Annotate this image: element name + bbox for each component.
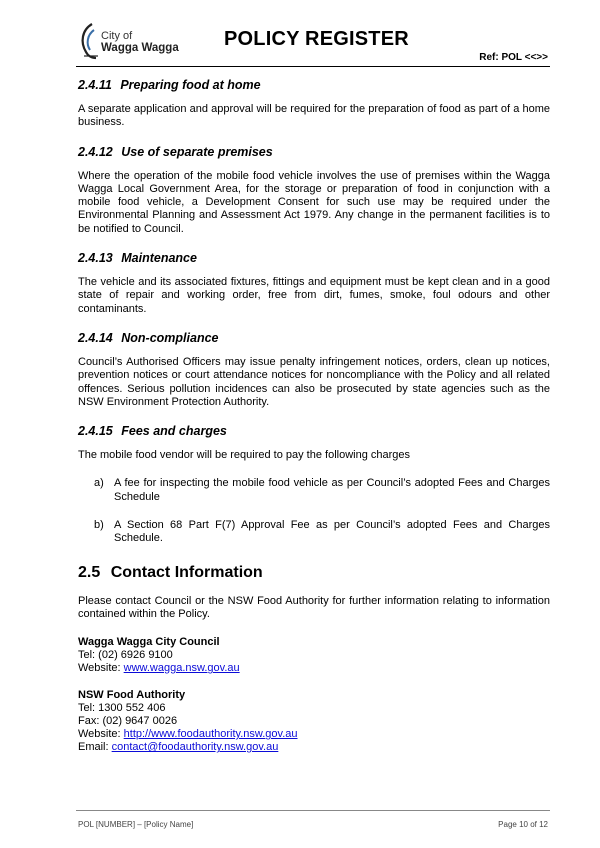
section-number: 2.4.13 [78, 251, 113, 266]
council-tel: Tel: (02) 6926 9100 [78, 649, 173, 662]
footer-policy-name: POL [NUMBER] – [Policy Name] [78, 820, 194, 829]
list-marker: b) [94, 519, 104, 532]
website-label: Website: [78, 728, 124, 741]
authority-website-link[interactable]: http://www.foodauthority.nsw.gov.au [123, 728, 298, 741]
council-contact [78, 636, 550, 675]
section-number: 2.4.14 [78, 330, 113, 345]
section-paragraph: Council’s Authorised Officers may issue penalty infringement notices, orders, clean up notices, prevention notices or court attendance notices for noncompliance with the Policy and all related offences. Serious pollution incidences can also be prosecuted by state agencies such as the NSW Environment Protection Authority. [78, 355, 550, 408]
logo-mark-icon [78, 22, 102, 62]
website-label: Website: [78, 662, 124, 675]
authority-tel: Tel: 1300 552 406 [78, 702, 166, 715]
footer-page-number: Page 10 of 12 [498, 820, 548, 829]
section-number: 2.5 [78, 563, 101, 581]
section-title: Preparing food at home [120, 78, 261, 92]
logo-line-city: City of [101, 30, 133, 42]
charges-list [78, 477, 550, 545]
section-2-4-14 [78, 331, 550, 409]
council-logo [78, 22, 188, 66]
authority-fax: Fax: (02) 9647 0026 [78, 715, 178, 728]
email-label: Email: [78, 741, 112, 754]
authority-name: NSW Food Authority [78, 689, 186, 702]
section-paragraph: The mobile food vendor will be required to pay the following charges [78, 449, 411, 462]
list-item-text: A fee for inspecting the mobile food vehicle as per Council’s adopted Fees and Charges Schedule [114, 477, 550, 503]
footer-divider [76, 810, 550, 811]
contact-intro: Please contact Council or the NSW Food Authority for further information relating to information contained within the Policy. [78, 594, 550, 620]
section-heading [78, 251, 550, 265]
section-paragraph: A separate application and approval will be required for the preparation of food as part of a home business. [78, 103, 550, 129]
document-body [78, 78, 550, 768]
list-item [78, 519, 550, 546]
section-number: 2.4.15 [78, 424, 113, 439]
section-2-4-11 [78, 78, 550, 130]
council-website-link[interactable]: www.wagga.nsw.gov.au [123, 662, 240, 675]
section-title: Maintenance [121, 251, 197, 266]
contact-heading [78, 564, 550, 582]
section-number: 2.4.12 [78, 144, 113, 159]
section-heading [78, 424, 550, 438]
section-heading [78, 331, 550, 345]
authority-email-line [78, 741, 550, 754]
section-paragraph: The vehicle and its associated fixtures, fittings and equipment must be kept clean and in a good state of repair and working order, free from dirt, fumes, smoke, foul odours and other contaminants. [78, 276, 550, 315]
section-2-5-contact [78, 564, 550, 755]
authority-email-link[interactable]: contact@foodauthority.nsw.gov.au [111, 741, 279, 754]
section-number: 2.4.11 [78, 78, 112, 92]
section-paragraph: Where the operation of the mobile food vehicle involves the use of premises within the Wagga Wagga Local Government Area, for the storage or preparation of food in conjunction with a mobile food vehicle, a Development Consent for such use may be required under the Environmental Planning and Assessment Act 1979. Any change in the permanent facilities is to be notified to Council. [78, 169, 550, 235]
header-divider [76, 66, 550, 67]
page-title: POLICY REGISTER [224, 28, 409, 50]
section-title: Non-compliance [121, 330, 219, 345]
section-2-4-15 [78, 424, 550, 545]
section-2-4-12 [78, 145, 550, 236]
food-authority-contact [78, 689, 550, 754]
logo-line-name: Wagga Wagga [101, 42, 179, 54]
list-item-text: A Section 68 Part F(7) Approval Fee as per Council’s adopted Fees and Charges Schedule. [114, 519, 550, 545]
section-title: Fees and charges [121, 424, 227, 439]
policy-ref: Ref: POL <<>> [479, 52, 548, 63]
section-title: Use of separate premises [121, 144, 273, 159]
authority-website-line [78, 728, 550, 741]
list-item [78, 477, 550, 504]
council-name: Wagga Wagga City Council [78, 636, 220, 649]
section-heading [78, 78, 550, 92]
section-heading [78, 145, 550, 159]
section-title: Contact Information [110, 563, 263, 581]
list-marker: a) [94, 477, 104, 490]
section-2-4-13 [78, 251, 550, 316]
council-website-line [78, 662, 550, 675]
